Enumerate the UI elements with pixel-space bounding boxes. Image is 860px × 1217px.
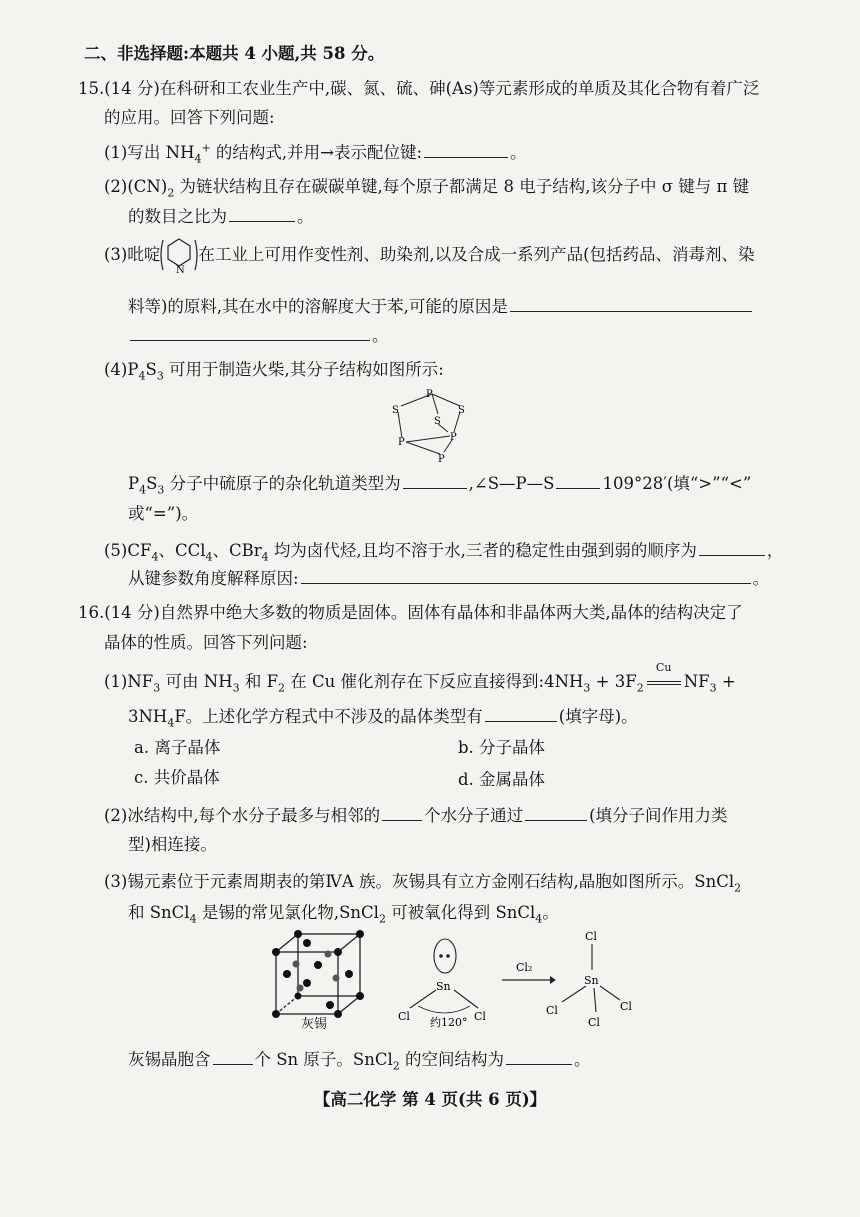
q15-p3-text-c: 料等)的原料,其在水中的溶解度大于苯,可能的原因是 bbox=[128, 297, 508, 316]
sn-label: Sn bbox=[436, 980, 451, 993]
q16-p2-text-b: 个水分子通过 bbox=[424, 806, 524, 825]
q15-p3-text-a: (3)吡啶 bbox=[104, 245, 161, 264]
q15-p4-text-b: 分子中硫原子的杂化轨道类型为 bbox=[164, 474, 401, 493]
q15-part3-line1 bbox=[104, 244, 755, 275]
cl-label: Cl bbox=[620, 1000, 632, 1013]
q15-p4-answer-blank-2[interactable] bbox=[556, 473, 600, 489]
q16-part3-line1: (3)锡元素位于元素周期表的第ⅣA 族。灰锡具有立方金刚石结构,晶胞如图所示。SnCl$_2$ bbox=[104, 872, 742, 895]
q16-part1-line2: $3NH_4F$。上述化学方程式中不涉及的晶体类型有 (填字母)。 bbox=[128, 707, 638, 730]
p4s3-molecule-figure bbox=[378, 384, 490, 466]
q16-p3-text-g: 的空间结构为 bbox=[399, 1050, 505, 1069]
reagent-label: Cl₂ bbox=[516, 961, 533, 974]
q15-p4-text-a: 可用于制造火柴,其分子结构如图所示: bbox=[163, 360, 444, 379]
atom-label: S bbox=[434, 416, 441, 427]
q16-part3-line2: 和 SnCl$_4$ 是锡的常见氯化物,SnCl$_2$ 可被氧化得到 SnCl$_4$。 bbox=[128, 903, 559, 926]
q15-p4-text-d: 109°28′(填“>”“<” bbox=[602, 474, 752, 493]
q15-part4-line2: $P_4S_3$ 分子中硫原子的杂化轨道类型为 ,∠S—P—S 109°28′(填“>”“<” bbox=[128, 474, 752, 497]
q16-p3-answer-blank-1[interactable] bbox=[213, 1049, 253, 1065]
q16-p1-text-c: 在 Cu 催化剂存在下反应直接得到: bbox=[285, 672, 545, 691]
cl-label: Cl bbox=[585, 930, 597, 943]
q16-p3-answer-blank-2[interactable] bbox=[506, 1049, 572, 1065]
sn-label: Sn bbox=[584, 974, 599, 987]
q16-p3-text-f: 个 Sn 原子。 bbox=[254, 1050, 353, 1069]
q15-p5-text-a: 均为卤代烃,且均不溶于水,三者的稳定性由强到弱的顺序为 bbox=[268, 541, 697, 560]
pyridine-structure bbox=[160, 245, 198, 275]
section-heading: 二、非选择题:本题共 4 小题,共 58 分。 bbox=[84, 44, 385, 63]
q15-p4-answer-blank-1[interactable] bbox=[403, 473, 467, 489]
q15-p3-text-b: 在工业上可用作变性剂、助染剂,以及合成一系列产品(包括药品、消毒剂、染 bbox=[198, 245, 755, 264]
q15-part3-line3: 。 bbox=[128, 325, 389, 347]
q15-p5-text-b: 从键参数角度解释原因: bbox=[128, 569, 299, 588]
q16-p3-text-c: 是锡的常见氯化物, bbox=[196, 903, 340, 922]
sncl4-structure-figure bbox=[536, 926, 646, 1036]
q15-p4-text-c: ,∠S—P—S bbox=[468, 474, 555, 493]
q15-p2-text-b: 的数目之比为 bbox=[128, 207, 227, 226]
q15-stem-line1: 15.(14 分)在科研和工农业生产中,碳、氮、硫、砷(As)等元素形成的单质及其化合物有着广泛 bbox=[78, 79, 760, 98]
q15-p1-answer-blank[interactable] bbox=[424, 142, 508, 158]
atom-label: S bbox=[458, 405, 465, 416]
q16-p3-text-d: 可被氧化得到 bbox=[385, 903, 496, 922]
q15-stem-line2: 的应用。回答下列问题: bbox=[104, 108, 275, 127]
cl-label: Cl bbox=[398, 1010, 410, 1023]
q16-p1-text-e: (填字母)。 bbox=[558, 707, 638, 726]
q16-p2-text-c: (填分子间作用力类 bbox=[589, 806, 728, 825]
cl-label: Cl bbox=[474, 1010, 486, 1023]
q16-p3-text-e: 灰锡晶胞含 bbox=[128, 1050, 211, 1069]
q16-p1-text-a: 可由 bbox=[160, 672, 204, 691]
q16-part2-line1 bbox=[104, 805, 728, 827]
q15-part4-line1: $(4)P_4S_3$ 可用于制造火柴,其分子结构如图所示: bbox=[104, 360, 444, 383]
q15-part1: (1)写出 $NH_4^+$ 的结构式,并用→表示配位键: 。 bbox=[104, 141, 527, 166]
page-footer: 【高二化学 第 4 页(共 6 页)】 bbox=[313, 1090, 547, 1109]
atom-label: P bbox=[450, 432, 457, 443]
sncl2-structure-figure bbox=[390, 936, 500, 1028]
q15-part4-line3: 或“=”)。 bbox=[128, 504, 199, 523]
q15-part3-line2 bbox=[128, 296, 754, 318]
q16-p2-text-a: (2)冰结构中,每个水分子最多与相邻的 bbox=[104, 806, 381, 825]
q16-p2-answer-blank-2[interactable] bbox=[525, 805, 587, 821]
q16-p3-text-b: 和 bbox=[128, 903, 150, 922]
q16-option-d: d. 金属晶体 bbox=[458, 770, 546, 789]
bond-angle-label: 约120° bbox=[430, 1016, 468, 1028]
q15-p3-answer-blank-1[interactable] bbox=[510, 296, 752, 312]
q16-p2-answer-blank-1[interactable] bbox=[382, 805, 422, 821]
q16-part3-line3: 灰锡晶胞含 个 Sn 原子。SnCl$_2$ 的空间结构为 。 bbox=[128, 1050, 591, 1073]
q16-stem-line2: 晶体的性质。回答下列问题: bbox=[104, 633, 308, 652]
atom-label: P bbox=[438, 454, 445, 465]
cl-label: Cl bbox=[588, 1016, 600, 1029]
atom-label: S bbox=[392, 405, 399, 416]
q15-p2-answer-blank[interactable] bbox=[229, 206, 295, 222]
q15-part2-line2: 的数目之比为 。 bbox=[128, 207, 314, 226]
q16-p1-answer-blank[interactable] bbox=[485, 706, 557, 722]
atom-label: P bbox=[398, 437, 405, 448]
grey-tin-caption: 灰锡 bbox=[301, 1017, 328, 1032]
q16-p3-text-a: (3)锡元素位于元素周期表的第ⅣA 族。灰锡具有立方金刚石结构,晶胞如图所示。 bbox=[104, 872, 695, 891]
atom-label: P bbox=[426, 389, 433, 400]
q15-p5-answer-blank-1[interactable] bbox=[699, 540, 765, 556]
pyridine-n-label: N bbox=[176, 264, 186, 275]
q16-option-c: c. 共价晶体 bbox=[134, 768, 220, 787]
q16-part2-line2: 型)相连接。 bbox=[128, 835, 217, 854]
q16-part1-line1: $(1)NF_3$ 可由 $NH_3$ 和 $F_2$ 在 Cu 催化剂存在下反应直接得到$:4NH_3 + 3F_2$ Cu $NF_3$ + bbox=[104, 671, 736, 693]
q15-p1-text-b: 的结构式,并用→表示配位键: bbox=[210, 143, 423, 162]
q16-option-b: b. 分子晶体 bbox=[458, 738, 546, 757]
q16-stem-line1: 16.(14 分)自然界中绝大多数的物质是固体。固体有晶体和非晶体两大类,晶体的结构决定了 bbox=[78, 603, 743, 622]
cl-label: Cl bbox=[546, 1004, 558, 1017]
catalyst-label: Cu bbox=[655, 661, 672, 674]
q15-part5-line2: 从键参数角度解释原因: 。 bbox=[128, 569, 770, 588]
q15-p2-text-a: 为链状结构且存在碳碳单键,每个原子都满足 8 电子结构,该分子中 σ 键与 π 键 bbox=[174, 177, 750, 196]
q16-p1-text-b: 和 bbox=[239, 672, 267, 691]
q15-p1-text-a: (1)写出 bbox=[104, 143, 166, 162]
reaction-arrow bbox=[644, 661, 684, 693]
q16-p1-text-d: 。上述化学方程式中不涉及的晶体类型有 bbox=[185, 707, 483, 726]
q15-part2-line1: $(2)(CN)_2$ 为链状结构且存在碳碳单键,每个原子都满足 8 电子结构,该分子中 σ 键与 π 键 bbox=[104, 177, 750, 200]
q15-part5-line1: $(5)CF_4$、CCl$_4$、CBr$_4$ 均为卤代烃,且均不溶于水,三者的稳定性由强到弱的顺序为 ， bbox=[104, 541, 784, 564]
q15-p5-answer-blank-2[interactable] bbox=[301, 568, 751, 584]
q16-option-a: a. 离子晶体 bbox=[134, 738, 221, 757]
q15-p3-answer-blank-2[interactable] bbox=[130, 325, 370, 341]
